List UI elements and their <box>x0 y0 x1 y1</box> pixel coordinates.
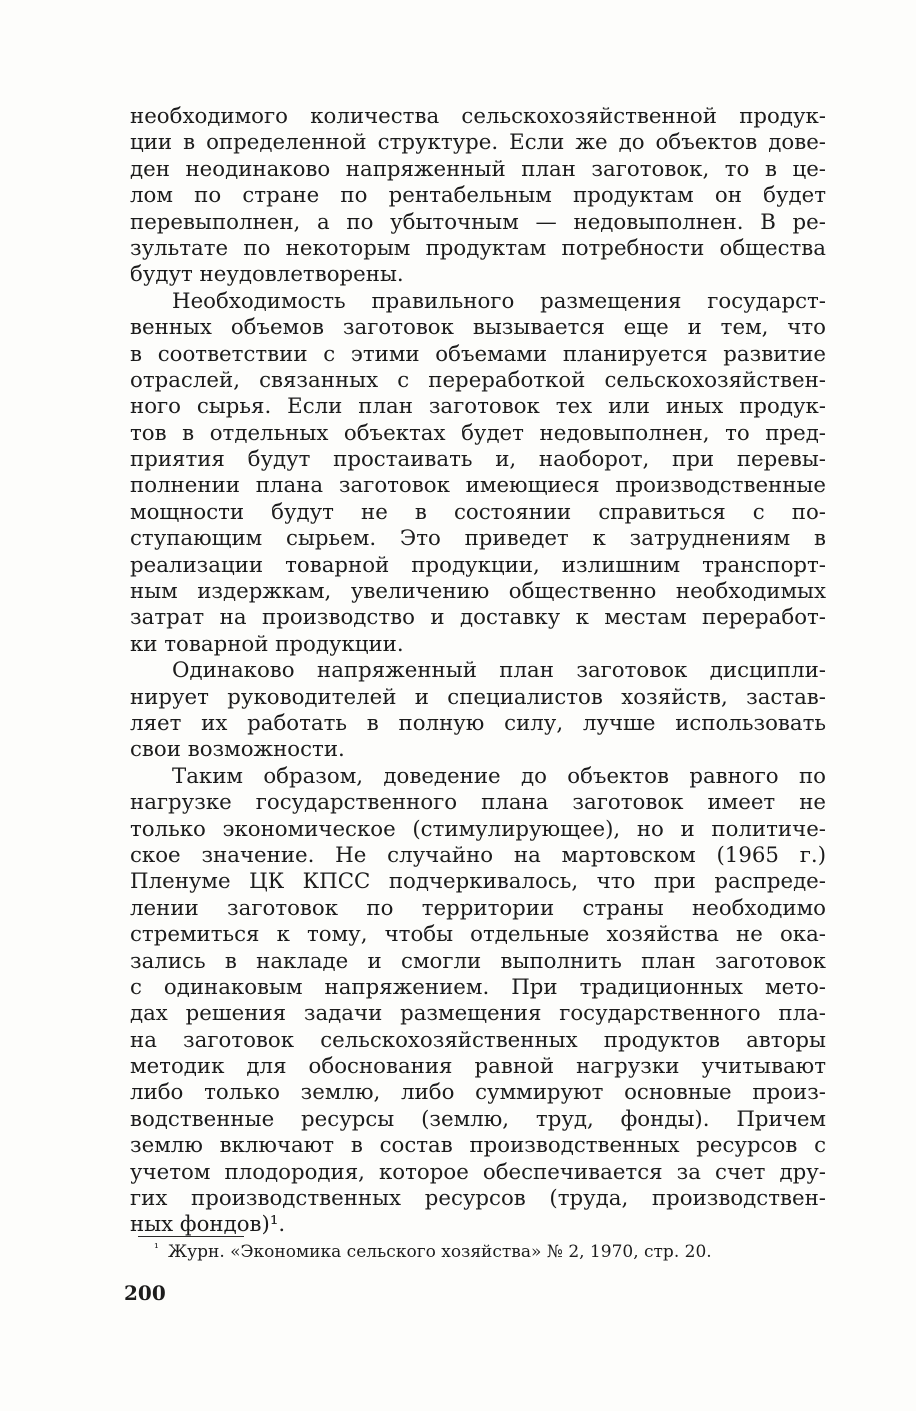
text-line: Одинаково напряженный план заготовок дисципли- <box>172 658 826 684</box>
text-line: гих производственных ресурсов (труда, производствен- <box>130 1186 826 1212</box>
text-line: нирует руководителей и специалистов хозяйств, застав- <box>130 684 826 710</box>
text-line: водственные ресурсы (землю, труд, фонды). Причем <box>130 1106 826 1132</box>
text-line: ки товарной продукции. <box>130 631 404 657</box>
text-line: зультате по некоторым продуктам потребности общества <box>130 235 826 261</box>
text-line: ляет их работать в полную силу, лучше использовать <box>130 710 826 736</box>
text-line: ным издержкам, увеличению общественно необходимых <box>130 579 826 605</box>
text-line: ных фондов)¹. <box>130 1212 286 1238</box>
text-line: методик для обоснования равной нагрузки учитывают <box>130 1054 826 1080</box>
text-line: ступающим сырьем. Это приведет к затруднениям в <box>130 526 826 552</box>
page-number: 200 <box>124 1281 166 1305</box>
text-line: только экономическое (стимулирующее), но и политиче- <box>130 816 826 842</box>
text-line: перевыполнен, а по убыточным — недовыполнен. В ре- <box>130 209 826 235</box>
text-line: реализации товарной продукции, излишним транспорт- <box>130 552 826 578</box>
body-text <box>130 104 826 1239</box>
text-line: приятия будут простаивать и, наоборот, при перевы- <box>130 447 826 473</box>
text-line: полнении плана заготовок имеющиеся производственные <box>130 473 826 499</box>
footnote-text: Журн. «Экономика сельского хозяйства» № 2, 1970, стр. 20. <box>168 1242 712 1262</box>
text-line: с одинаковым напряжением. При традиционных мето- <box>130 974 826 1000</box>
text-line: землю включают в состав производственных ресурсов с <box>130 1133 826 1159</box>
text-line: Необходимость правильного размещения государст- <box>172 288 826 314</box>
text-line: тов в отдельных объектах будет недовыполнен, то пред- <box>130 420 826 446</box>
text-line: стремиться к тому, чтобы отдельные хозяйства не ока- <box>130 922 826 948</box>
text-line: Пленуме ЦК КПСС подчеркивалось, что при распреде- <box>130 869 826 895</box>
text-line: дах решения задачи размещения государственного пла- <box>130 1001 826 1027</box>
text-line: зались в накладе и смогли выполнить план заготовок <box>130 948 826 974</box>
text-line: свои возможности. <box>130 737 345 763</box>
footnote <box>154 1241 824 1263</box>
text-line: на заготовок сельскохозяйственных продуктов авторы <box>130 1027 826 1053</box>
text-line: ного сырья. Если план заготовок тех или иных продук- <box>130 394 826 420</box>
text-line: отраслей, связанных с переработкой сельскохозяйствен- <box>130 367 826 393</box>
text-line: ции в определенной структуре. Если же до объектов дове- <box>130 130 826 156</box>
text-line: будут неудовлетворены. <box>130 262 404 288</box>
footnote-mark: ¹ <box>154 1241 159 1255</box>
text-line: учетом плодородия, которое обеспечивается за счет дру- <box>130 1159 826 1185</box>
text-line: в соответствии с этими объемами планируется развитие <box>130 341 826 367</box>
text-line: ден неодинаково напряженный план заготовок, то в це- <box>130 156 826 182</box>
text-line: ское значение. Не случайно на мартовском (1965 г.) <box>130 842 826 868</box>
text-line: затрат на производство и доставку к местам переработ- <box>130 605 826 631</box>
text-line: Таким образом, доведение до объектов равного по <box>172 763 826 789</box>
text-line: мощности будут не в состоянии справиться с по- <box>130 499 826 525</box>
text-line: нагрузке государственного плана заготовок имеет не <box>130 790 826 816</box>
text-line: лом по стране по рентабельным продуктам он будет <box>130 183 826 209</box>
text-line: венных объемов заготовок вызывается еще и тем, что <box>130 315 826 341</box>
text-line: необходимого количества сельскохозяйственной продук- <box>130 104 826 129</box>
text-line: либо только землю, либо суммируют основные произ- <box>130 1080 826 1106</box>
text-line: лении заготовок по территории страны необходимо <box>130 895 826 921</box>
